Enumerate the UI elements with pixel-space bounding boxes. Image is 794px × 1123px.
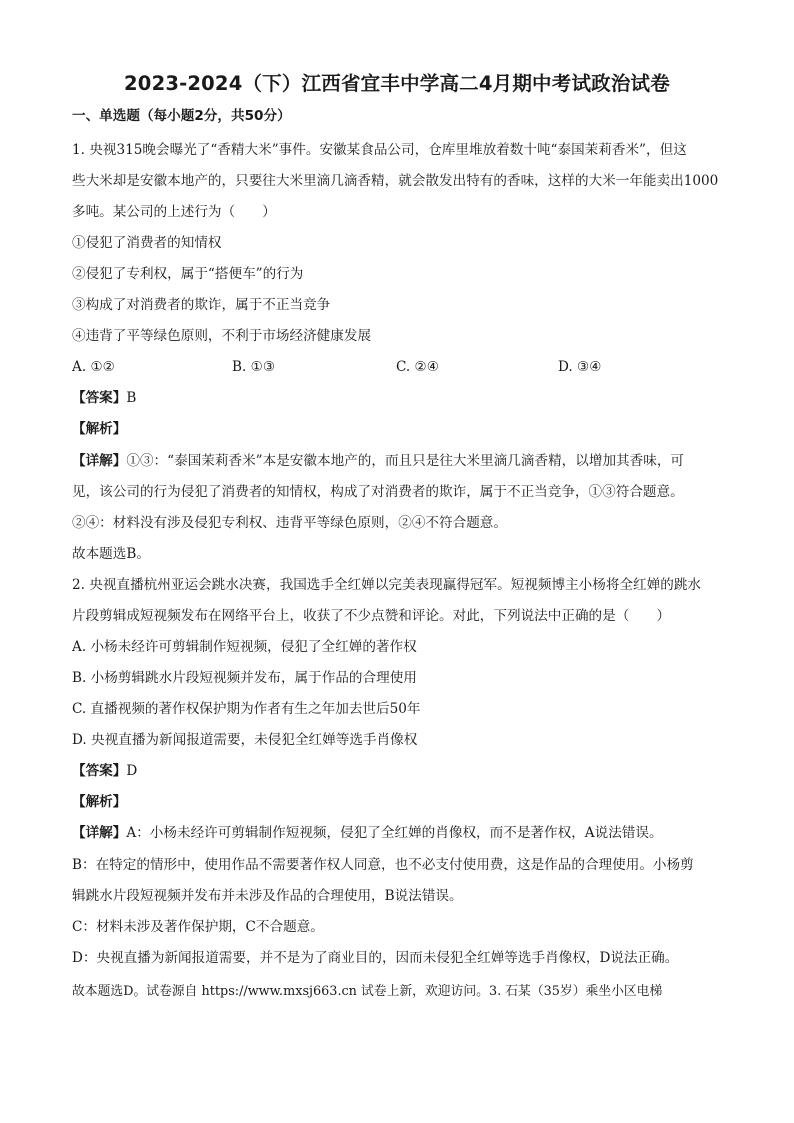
q1-answer (72, 388, 136, 408)
detail-text: A：小杨未经许可剪辑制作短视频，侵犯了全红婵的肖像权，而不是著作权，A说法错误。 (126, 825, 663, 841)
q2-analysis-tag (72, 792, 126, 812)
q2-option-d: D. 央视直播为新闻报道需要，未侵犯全红婵等选手肖像权 (72, 732, 418, 748)
q1-statement-2: ②侵犯了专利权，属于“搭便车”的行为 (72, 266, 304, 282)
q1-option-d: D. ③④ (558, 359, 602, 375)
section-heading: 一、单选题（每小题2分，共50分） (72, 108, 291, 124)
q1-statement-1: ①侵犯了消费者的知情权 (72, 235, 222, 251)
q1-statement-3: ③构成了对消费者的欺诈，属于不正当竞争 (72, 297, 331, 313)
q2-detail-line-5: D：央视直播为新闻报道需要，并不是为了商业目的，因而未侵犯全红婵等选手肖像权，D说法正确。 (72, 950, 679, 966)
q1-detail-line-1 (72, 451, 684, 471)
q2-detail-line-6: 故本题选D。试卷源自 https://www.mxsj663.cn 试卷上新，欢迎访问。3. 石某（35岁）乘坐小区电梯 (72, 984, 663, 999)
q2-detail-line-3: 辑跳水片段短视频并发布并未涉及作品的合理使用，B说法错误。 (72, 888, 463, 904)
q2-detail-line-4: C：材料未涉及著作保护期，C不合题意。 (72, 919, 324, 935)
answer-value: B (126, 390, 137, 406)
q2-option-b: B. 小杨剪辑跳水片段短视频并发布，属于作品的合理使用 (72, 670, 417, 686)
answer-value: D (126, 763, 138, 779)
q2-stem-line-2: 片段剪辑成短视频发布在网络平台上，收获了不少点赞和评论。对此，下列说法中正确的是（ ） (72, 608, 671, 624)
detail-text: ①③：“泰国茉莉香米”本是安徽本地产的，而且只是往大米里滴几滴香精，以增加其香味，可 (126, 453, 685, 469)
q1-stem-line-3: 多吨。某公司的上述行为（ ） (72, 204, 276, 220)
q1-detail-line-2: 见，该公司的行为侵犯了消费者的知情权，构成了对消费者的欺诈，属于不正当竞争，①③符合题意。 (72, 484, 684, 500)
analysis-tag: 【解析】 (72, 794, 127, 810)
q1-option-a: A. ①② (72, 359, 115, 375)
q1-detail-line-4: 故本题选B。 (72, 546, 150, 562)
answer-tag: 【答案】 (72, 390, 127, 406)
detail-tag: 【详解】 (72, 453, 127, 469)
page-title: 2023-2024（下）江西省宜丰中学高二4月期中考试政治试卷 (124, 72, 670, 95)
q1-stem-line-2: 些大米却是安徽本地产的，只要往大米里滴几滴香精，就会散发出特有的香味，这样的大米一年能卖出1000 (72, 173, 719, 189)
q1-statement-4: ④违背了平等绿色原则，不利于市场经济健康发展 (72, 328, 372, 344)
q1-option-b: B. ①③ (232, 359, 276, 375)
q1-stem-line-1: 1. 央视315晚会曝光了“香精大米”事件。安徽某食品公司，仓库里堆放着数十吨“泰国茉莉香米”，但这 (72, 142, 687, 158)
q2-stem-line-1: 2. 央视直播杭州亚运会跳水决赛，我国选手全红婵以完美表现赢得冠军。短视频博主小杨将全红婵的跳水 (72, 577, 702, 593)
q1-detail-line-3: ②④：材料没有涉及侵犯专利权、违背平等绿色原则，②④不符合题意。 (72, 515, 507, 531)
q2-detail-line-1 (72, 823, 663, 843)
q1-option-c: C. ②④ (396, 359, 439, 375)
analysis-tag: 【解析】 (72, 421, 127, 437)
q2-option-c: C. 直播视频的著作权保护期为作者有生之年加去世后50年 (72, 701, 421, 717)
q1-analysis-tag (72, 419, 126, 439)
detail-tag: 【详解】 (72, 825, 127, 841)
q2-answer (72, 761, 137, 781)
answer-tag: 【答案】 (72, 763, 127, 779)
q2-option-a: A. 小杨未经许可剪辑制作短视频，侵犯了全红婵的著作权 (72, 639, 417, 655)
q2-detail-line-2: B：在特定的情形中，使用作品不需要著作权人同意，也不必支付使用费，这是作品的合理使用。小杨剪 (72, 857, 694, 873)
